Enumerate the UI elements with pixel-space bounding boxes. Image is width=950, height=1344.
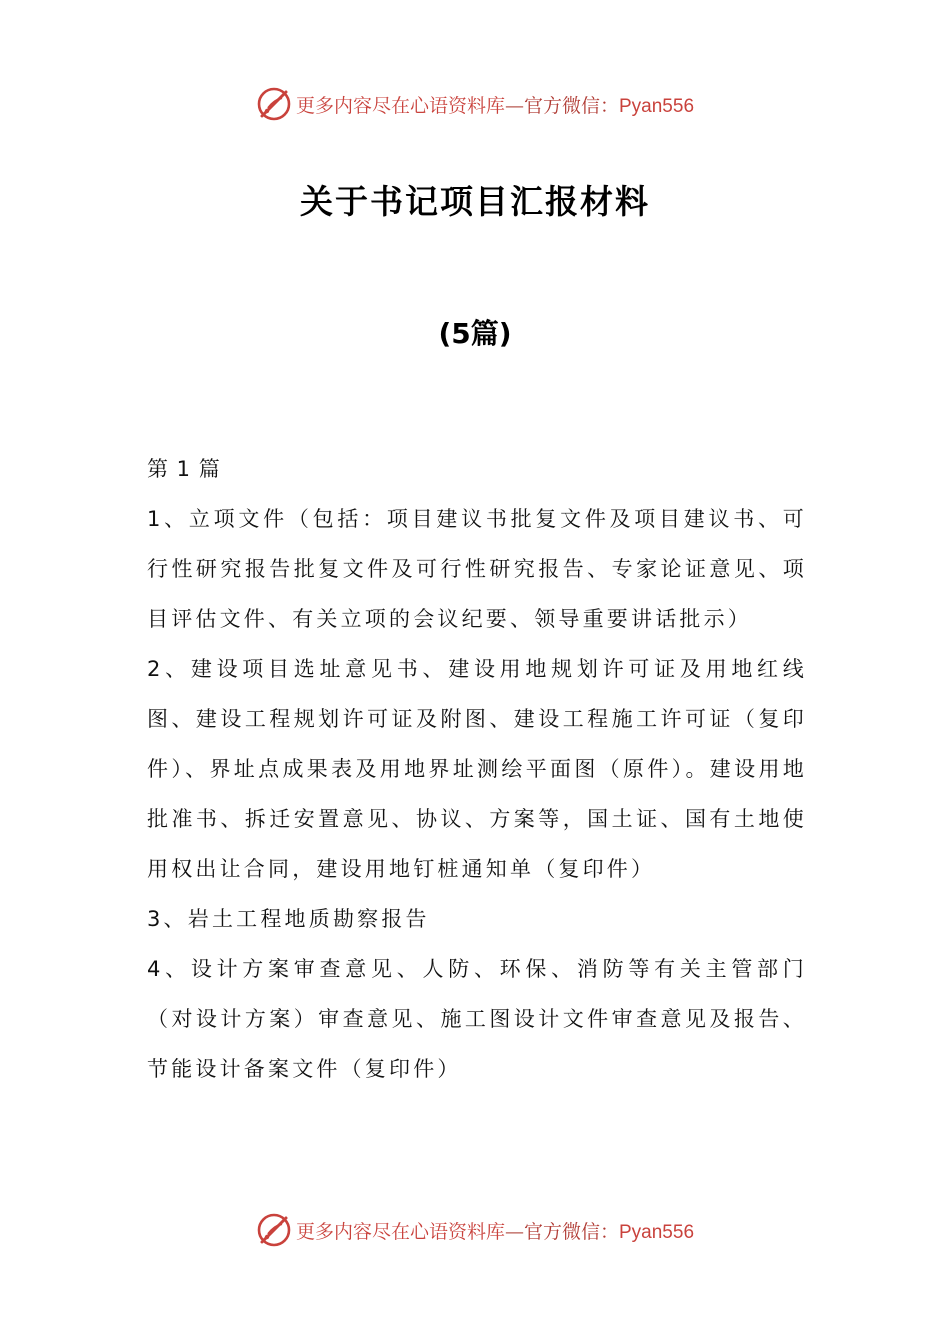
banner-wechat-id: Pyan556 (619, 1221, 695, 1243)
banner-official-label: 官方微信： (523, 1220, 619, 1243)
document-body (147, 444, 807, 1094)
banner-dash: — (504, 94, 524, 117)
pen-logo-icon (256, 86, 292, 122)
header-banner (0, 84, 950, 124)
pen-logo-icon (256, 1212, 292, 1248)
paragraph-3: 3、岩土工程地质勘察报告 (147, 907, 430, 931)
banner-prefix: 更多内容尽在心语资料库 (295, 94, 505, 117)
banner-prefix: 更多内容尽在心语资料库 (295, 1220, 505, 1243)
banner-wechat-id: Pyan556 (619, 95, 695, 117)
document-title: 关于书记项目汇报材料 (300, 182, 650, 221)
document-subtitle: (5篇) (438, 317, 512, 350)
paragraph-2: 2、建设项目选址意见书、建设用地规划许可证及用地红线图、建设工程规划许可证及附图、建设工程施工许可证（复印件）、界址点成果表及用地界址测绘平面图（原件）。建设用地批准书、拆迁安置意见、协议、方案等，国土证、国有土地使用权出让合同，建设用地钉桩通知单（复印件） (147, 657, 807, 881)
banner-dash: — (504, 1220, 524, 1243)
section-label: 第 1 篇 (147, 457, 221, 481)
footer-banner (0, 1210, 950, 1250)
banner-official-label: 官方微信： (523, 94, 619, 117)
paragraph-4: 4、设计方案审查意见、人防、环保、消防等有关主管部门（对设计方案）审查意见、施工图设计文件审查意见及报告、节能设计备案文件（复印件） (147, 957, 807, 1081)
paragraph-1: 1、立项文件（包括：项目建议书批复文件及项目建议书、可行性研究报告批复文件及可行性研究报告、专家论证意见、项目评估文件、有关立项的会议纪要、领导重要讲话批示） (147, 507, 807, 631)
banner-text (296, 1217, 694, 1244)
banner-text (296, 91, 694, 118)
